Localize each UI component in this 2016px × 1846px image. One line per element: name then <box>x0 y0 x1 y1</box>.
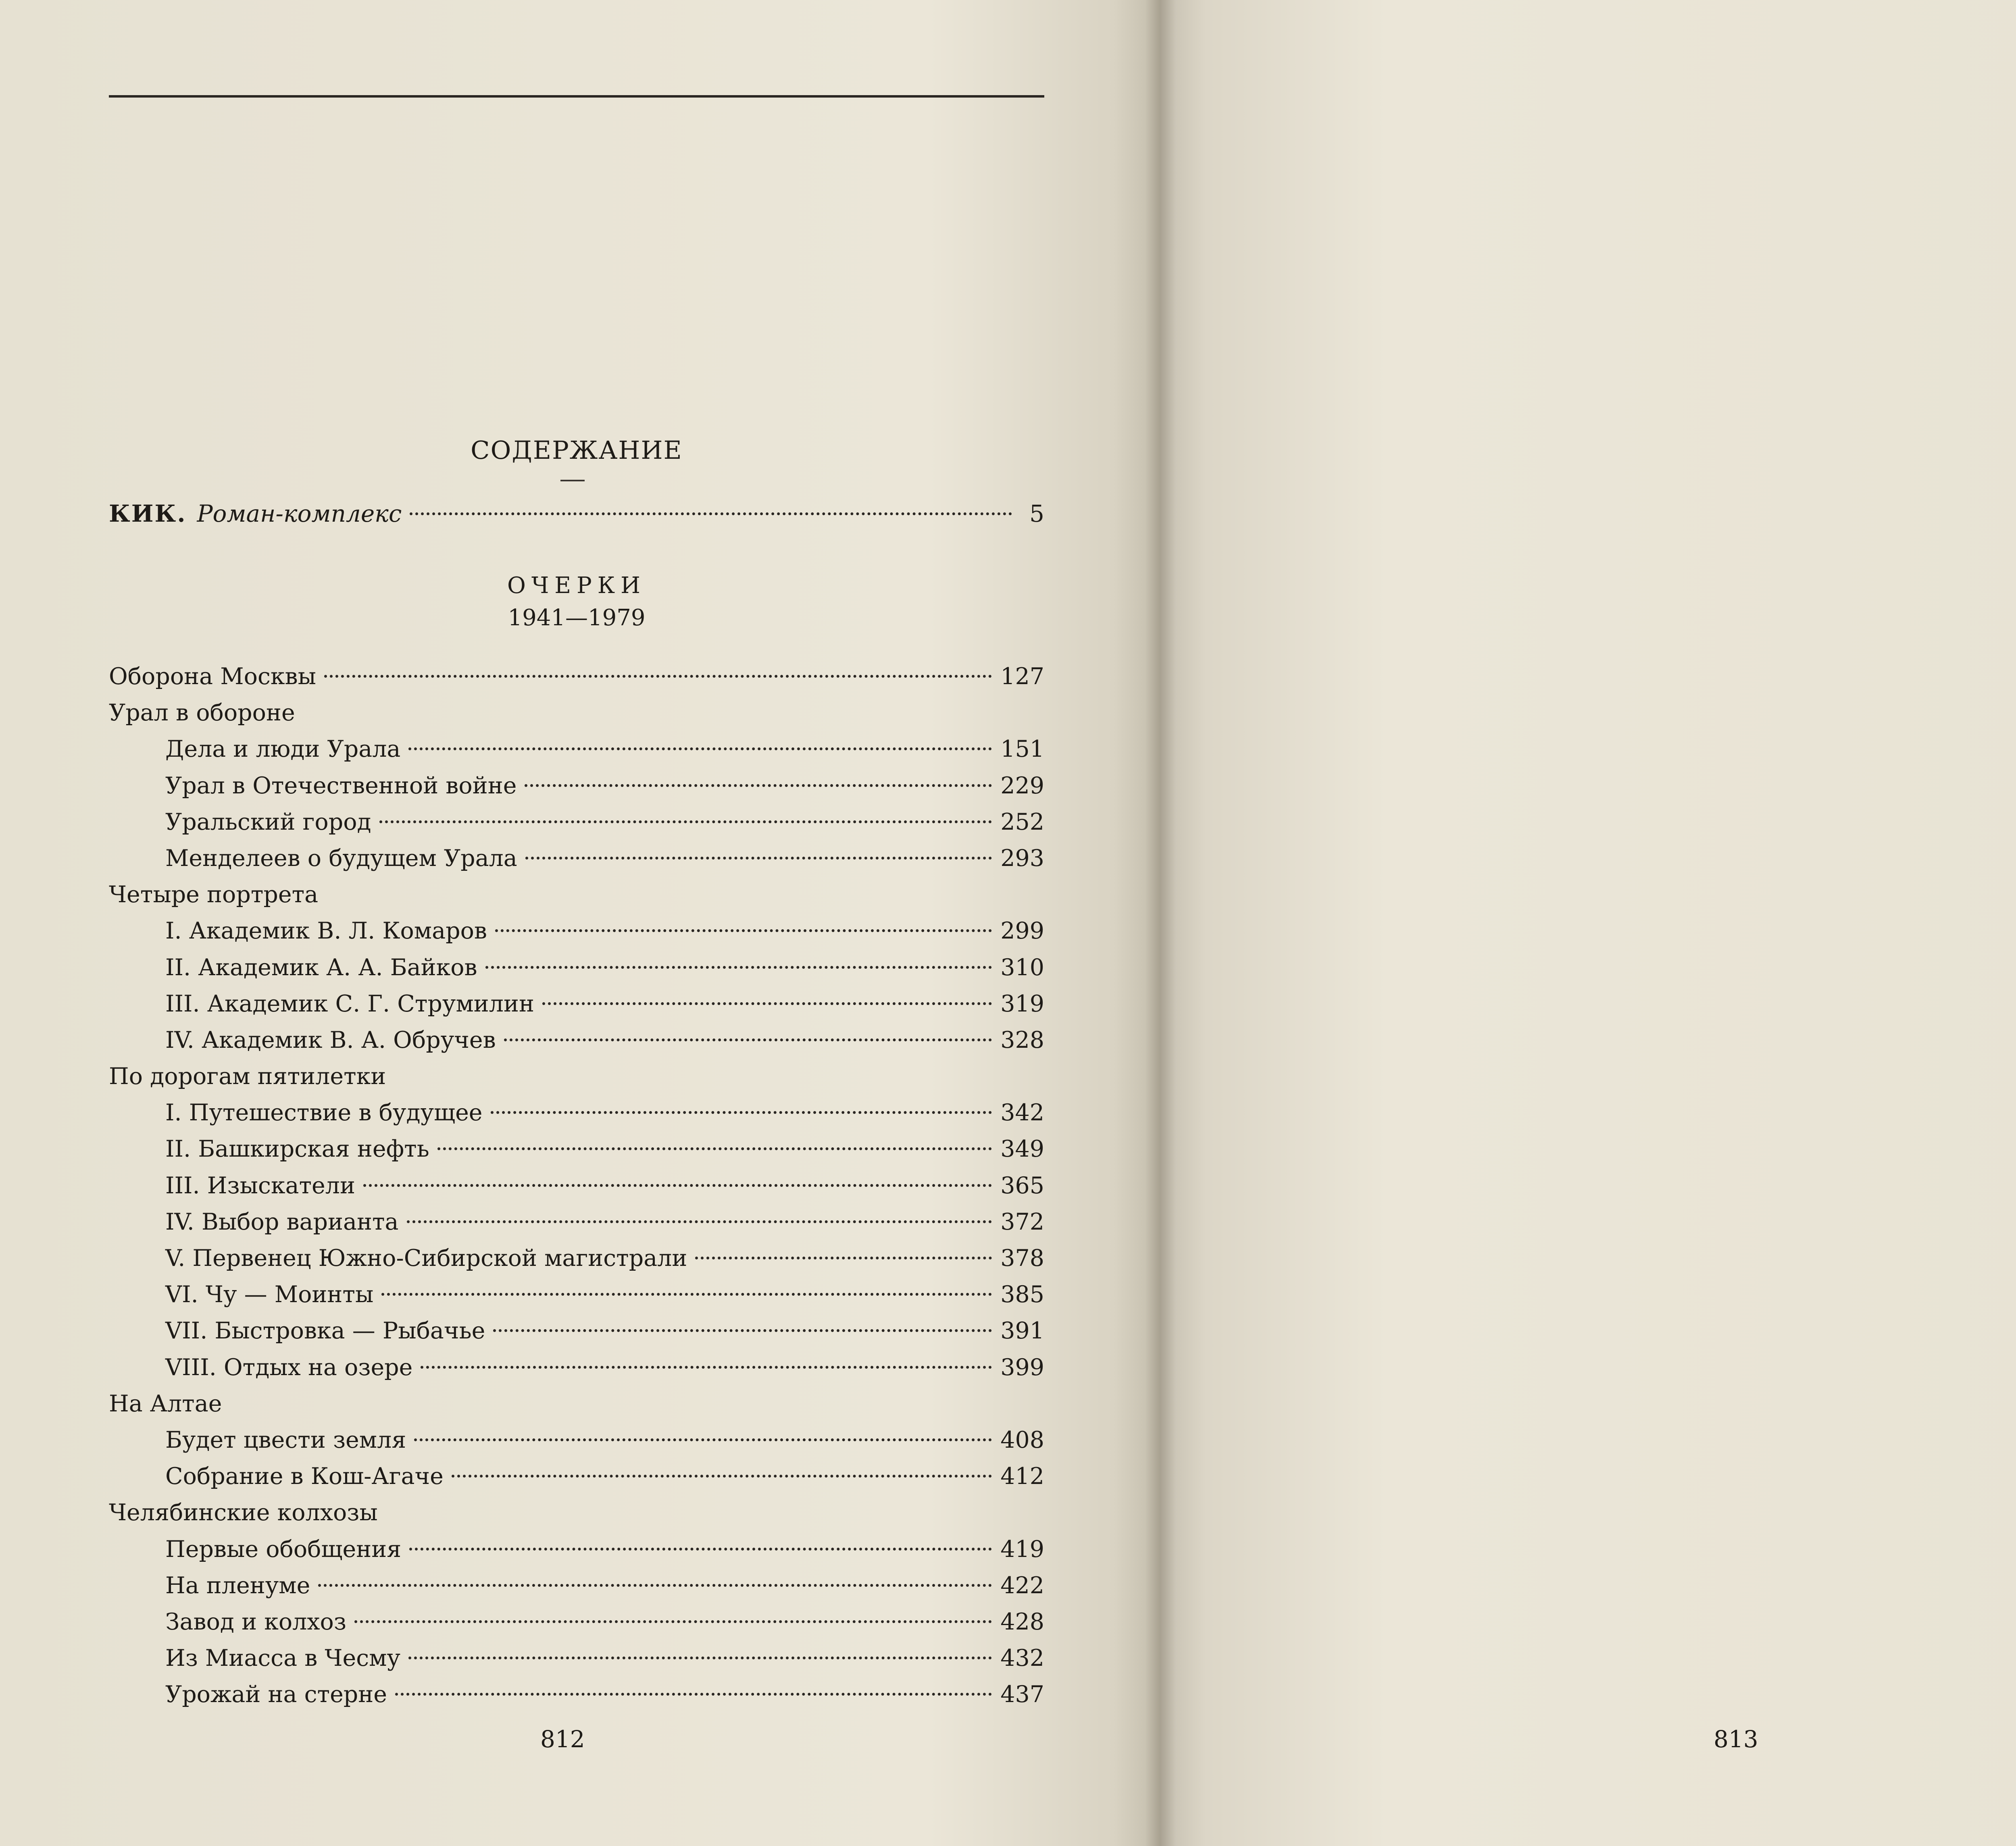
right-page <box>1160 0 2016 1846</box>
heading-dash <box>560 480 585 481</box>
dot-leader <box>525 857 992 860</box>
toc-entry <box>109 1136 1044 1172</box>
dot-leader <box>525 784 992 787</box>
toc-entry <box>109 1317 1044 1354</box>
dot-leader <box>491 1111 992 1114</box>
dot-leader <box>421 1366 992 1369</box>
toc-entry <box>109 736 1044 772</box>
entry-page-number: 385 <box>1000 1281 1044 1308</box>
entry-page-number: 408 <box>1000 1426 1044 1453</box>
entry-title: На пленуме <box>165 1572 310 1599</box>
page-number-right: 813 <box>1714 1725 1758 1753</box>
toc-entry <box>109 1572 1044 1609</box>
entry-page-number: 399 <box>1000 1354 1044 1381</box>
section-title: ОЧЕРКИ <box>507 572 646 599</box>
entry-title: Уральский город <box>165 808 371 835</box>
entry-page-number: 293 <box>1000 845 1044 872</box>
dot-leader <box>452 1475 992 1478</box>
entry-page-number: 372 <box>1000 1208 1044 1235</box>
entry-title: Урал в обороне <box>109 699 295 726</box>
dot-leader <box>318 1584 992 1587</box>
entry-page-number: 412 <box>1000 1463 1044 1490</box>
dot-leader <box>354 1620 992 1623</box>
toc-entry <box>109 1027 1044 1063</box>
dot-leader <box>485 966 992 969</box>
entry-page-number: 151 <box>1000 736 1044 763</box>
entry-page-number: 342 <box>1000 1099 1044 1126</box>
toc-entry <box>109 1063 1044 1099</box>
entry-page-number: 428 <box>1000 1608 1044 1635</box>
entry-page-number: 419 <box>1000 1536 1044 1563</box>
dot-leader <box>493 1329 992 1332</box>
dot-leader <box>409 1548 992 1550</box>
toc-entry <box>109 991 1044 1027</box>
entry-title: Урал в Отечественной войне <box>165 772 517 799</box>
entry-title: Оборона Москвы <box>109 663 316 690</box>
entry-title: VIII. Отдых на озере <box>165 1354 413 1381</box>
toc-entry <box>109 845 1044 881</box>
toc-entry <box>109 772 1044 809</box>
toc-entry <box>109 1354 1044 1390</box>
toc-entry <box>109 699 1044 736</box>
entry-title: Четыре портрета <box>109 881 319 908</box>
entry-title: IV. Выбор варианта <box>165 1208 399 1235</box>
entry-title: VI. Чу — Моинты <box>165 1281 374 1308</box>
entry-page-number: 252 <box>1000 808 1044 835</box>
entry-page-number: 378 <box>1000 1245 1044 1272</box>
entry-page-number: 229 <box>1000 772 1044 799</box>
entry-title: Дела и люди Урала <box>165 736 401 763</box>
dot-leader <box>408 1657 992 1659</box>
book-gutter <box>1145 0 1176 1846</box>
entry-page-number: 328 <box>1000 1026 1044 1053</box>
entry-title: VII. Быстровка — Рыбачье <box>165 1317 485 1344</box>
dot-leader <box>414 1438 992 1441</box>
page-number-left: 812 <box>540 1725 585 1753</box>
entry-page-number: 391 <box>1000 1317 1044 1344</box>
section-years: 1941—1979 <box>508 605 646 631</box>
dot-leader <box>410 512 1012 515</box>
novel-entry <box>109 500 1044 539</box>
toc-entry <box>109 918 1044 954</box>
top-rule <box>109 95 1044 98</box>
dot-leader <box>379 820 992 823</box>
toc-entry <box>109 1245 1044 1281</box>
novel-title: КИК. <box>109 500 187 527</box>
dot-leader <box>408 747 992 750</box>
toc-entry <box>109 1281 1044 1317</box>
dot-leader <box>437 1147 992 1150</box>
entry-title: III. Академик С. Г. Струмилин <box>165 990 534 1017</box>
dot-leader <box>324 675 992 678</box>
toc-list-left <box>109 663 1044 1717</box>
toc-entry <box>109 1463 1044 1499</box>
entry-page-number: 432 <box>1000 1645 1044 1672</box>
entry-page-number: 422 <box>1000 1572 1044 1599</box>
novel-page: 5 <box>1029 500 1044 527</box>
dot-leader <box>495 929 992 932</box>
toc-heading: СОДЕРЖАНИЕ <box>471 435 683 465</box>
entry-title: III. Изыскатели <box>165 1172 355 1199</box>
toc-entry <box>109 1499 1044 1536</box>
entry-title: Менделеев о будущем Урала <box>165 845 517 872</box>
entry-title: I. Путешествие в будущее <box>165 1099 483 1126</box>
toc-entry <box>109 1609 1044 1645</box>
entry-title: На Алтае <box>109 1390 222 1417</box>
entry-title: Завод и колхоз <box>165 1608 346 1635</box>
entry-title: По дорогам пятилетки <box>109 1063 386 1090</box>
entry-title: Из Миасса в Чесму <box>165 1645 400 1672</box>
entry-page-number: 319 <box>1000 990 1044 1017</box>
dot-leader <box>695 1257 992 1259</box>
novel-subtitle: Роман-комплекс <box>197 500 402 527</box>
toc-entry <box>109 663 1044 699</box>
dot-leader <box>363 1184 992 1187</box>
entry-title: IV. Академик В. А. Обручев <box>165 1026 496 1053</box>
toc-entry <box>109 1209 1044 1245</box>
toc-entry <box>109 1681 1044 1717</box>
toc-entry <box>109 954 1044 991</box>
dot-leader <box>381 1293 992 1296</box>
toc-entry <box>109 809 1044 845</box>
toc-entry <box>109 881 1044 918</box>
entry-title: Будет цвести земля <box>165 1426 406 1453</box>
toc-entry <box>109 1172 1044 1209</box>
entry-title: V. Первенец Южно-Сибирской магистрали <box>165 1245 687 1272</box>
toc-entry <box>109 1099 1044 1136</box>
entry-page-number: 299 <box>1000 918 1044 945</box>
entry-title: II. Башкирская нефть <box>165 1136 429 1163</box>
toc-entry <box>109 1645 1044 1681</box>
entry-title: I. Академик В. Л. Комаров <box>165 918 487 945</box>
entry-title: II. Академик А. А. Байков <box>165 954 477 981</box>
dot-leader <box>395 1693 992 1696</box>
entry-title: Урожай на стерне <box>165 1681 387 1708</box>
entry-page-number: 365 <box>1000 1172 1044 1199</box>
entry-page-number: 437 <box>1000 1681 1044 1708</box>
dot-leader <box>504 1039 992 1041</box>
toc-entry <box>109 1536 1044 1572</box>
entry-title: Челябинские колхозы <box>109 1499 378 1526</box>
toc-entry <box>109 1427 1044 1463</box>
entry-page-number: 349 <box>1000 1136 1044 1163</box>
entry-page-number: 310 <box>1000 954 1044 981</box>
dot-leader <box>542 1002 992 1005</box>
entry-title: Первые обобщения <box>165 1536 402 1563</box>
dot-leader <box>407 1220 992 1223</box>
entry-page-number: 127 <box>1000 663 1044 690</box>
entry-title: Собрание в Кош-Агаче <box>165 1463 444 1490</box>
toc-entry <box>109 1390 1044 1427</box>
